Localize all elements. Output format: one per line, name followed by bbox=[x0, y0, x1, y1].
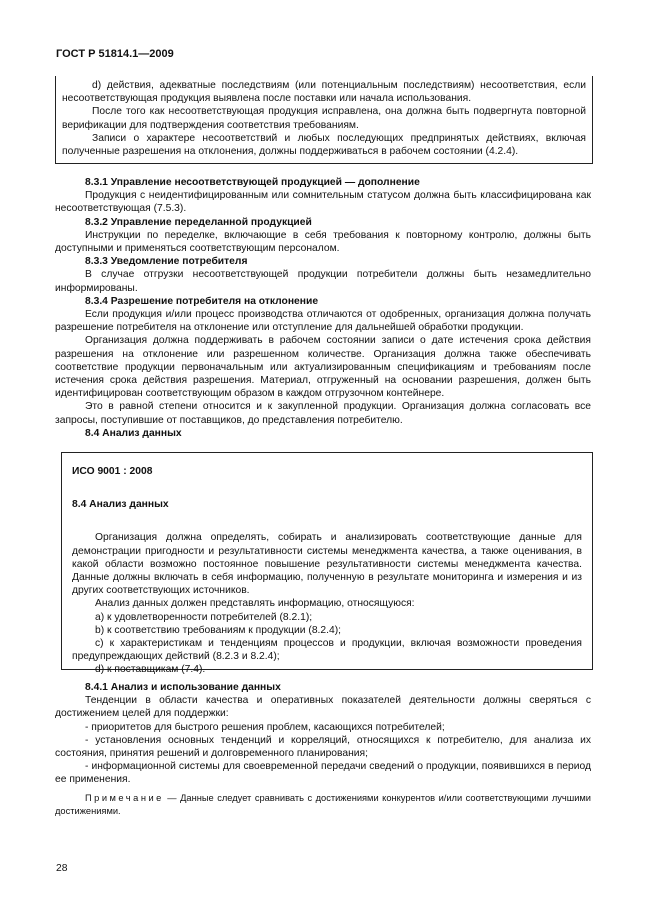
iso-quote-box bbox=[61, 452, 593, 676]
heading-8-3-4: 8.3.4 Разрешение потребителя на отклонение bbox=[85, 295, 319, 307]
paragraph-8-3-4-third: Это в равной степени относится и к закупленной продукции. Организация должна согласовать все запросы, поступившие от поставщиков, до представления потребителю. bbox=[55, 401, 591, 426]
iso-list-item-c: с) к характеристикам и тенденциям процессов и продукции, включая возможности проведения предупреждающих действий (8.2.3 и 8.2.4); bbox=[72, 638, 582, 663]
iso-list-item-a: а) к удовлетворенности потребителей (8.2.1); bbox=[95, 611, 313, 623]
list-item-information-system: - информационной системы для своевременной передачи сведений о продукции, появившихся в период ее применения. bbox=[55, 761, 591, 786]
heading-8-3-3: 8.3.3 Уведомление потребителя bbox=[85, 256, 248, 268]
heading-8-4-1: 8.4.1 Анализ и использование данных bbox=[85, 682, 281, 693]
iso-paragraph-first: Организация должна определять, собирать и анализировать соответствующие данные для демонстрации пригодности и результативности системы менеджмента качества, а также оценивания, в какой области возможно постоянное повышение результативности системы менеджмента качества. Данные должны включать в себя информацию, полученную в результате мониторинга и измерения и из других соответствующих источников. bbox=[72, 532, 582, 597]
paragraph-8-4-1-intro: Тенденции в области качества и оперативных показателей деятельности должны сверяться с достижением целей для поддержки: bbox=[55, 695, 591, 720]
note-label: Примечание bbox=[85, 792, 164, 803]
paragraph-8-3-4-second: Организация должна поддерживать в рабочем состоянии записи о дате истечения срока действия разрешения на отклонение или разрешенном количестве. Организация должна также обеспечивать соответствие продукции первоначальным или актуализированным спецификациям и требованиям после истечения срока действия разрешения. Материал, отгруженный на основании разрешения, должен быть идентифицирован соответствующим образом в каждом отгрузочном контейнере. bbox=[55, 335, 591, 400]
iso-list-item-d: d) к поставщикам (7.4). bbox=[95, 664, 206, 676]
main-text-section bbox=[55, 176, 591, 440]
box1-paragraph-reverification: После того как несоответствующая продукция исправлена, она должна быть подвергнута повторной верификации для подтверждения соответствия требованиям. bbox=[62, 106, 586, 131]
iso-paragraph-second: Анализ данных должен представлять информацию, относящуюся: bbox=[95, 598, 415, 610]
paragraph-8-3-4-first: Если продукция и/или процесс производства отличаются от одобренных, организация должна получать разрешение потребителя на отклонение или отступление для дальнейшей обработки продукции. bbox=[55, 309, 591, 334]
box1-paragraph-records: Записи о характере несоответствий и любых последующих предпринятых действиях, включая полученные разрешения на отклонения, должны поддерживаться в рабочем состоянии (4.2.4). bbox=[62, 132, 586, 158]
heading-8-3-2: 8.3.2 Управление переделанной продукцией bbox=[85, 216, 312, 228]
paragraph-8-3-2: Инструкции по переделке, включающие в себя требования к повторному контролю, должны быть доступными и применяться соответствующим персоналом. bbox=[55, 229, 591, 255]
list-item-trends: - установления основных тенденций и корреляций, относящихся к потребителю, для анализа их состояния, принятия решений и долговременного планирования; bbox=[55, 734, 591, 760]
box1-paragraph-d: d) действия, адекватные последствиям (или потенциальным последствиям) несоответствия, если несоответствующая продукция выявлена после поставки или начала использования. bbox=[62, 80, 586, 105]
paragraph-8-3-3: В случае отгрузки несоответствующей продукции потребители должны быть незамедлительно информированы. bbox=[55, 269, 591, 294]
iso-heading-8-4: 8.4 Анализ данных bbox=[72, 499, 169, 511]
iso-list-item-b: b) к соответствию требованиям к продукции (8.2.4); bbox=[95, 624, 342, 636]
quoted-text-box-continued bbox=[55, 76, 593, 164]
note-text: — Данные следует сравнивать с достижениями конкурентов и/или соответствующими лучшими достижениями. bbox=[55, 792, 591, 816]
document-header: ГОСТ Р 51814.1—2009 bbox=[56, 48, 174, 60]
note-paragraph bbox=[55, 792, 591, 818]
heading-8-4: 8.4 Анализ данных bbox=[85, 427, 182, 439]
page-number: 28 bbox=[56, 863, 68, 874]
list-item-priorities: - приоритетов для быстрого решения проблем, касающихся потребителей; bbox=[85, 721, 445, 733]
heading-8-3-1: 8.3.1 Управление несоответствующей продукцией — дополнение bbox=[85, 177, 420, 188]
iso-standard-label: ИСО 9001 : 2008 bbox=[72, 466, 153, 477]
paragraph-8-3-1: Продукция с неидентифицированным или сомнительным статусом должна быть классифицирована как несоответствующая (7.5.3). bbox=[55, 190, 591, 215]
analysis-section bbox=[55, 681, 591, 818]
